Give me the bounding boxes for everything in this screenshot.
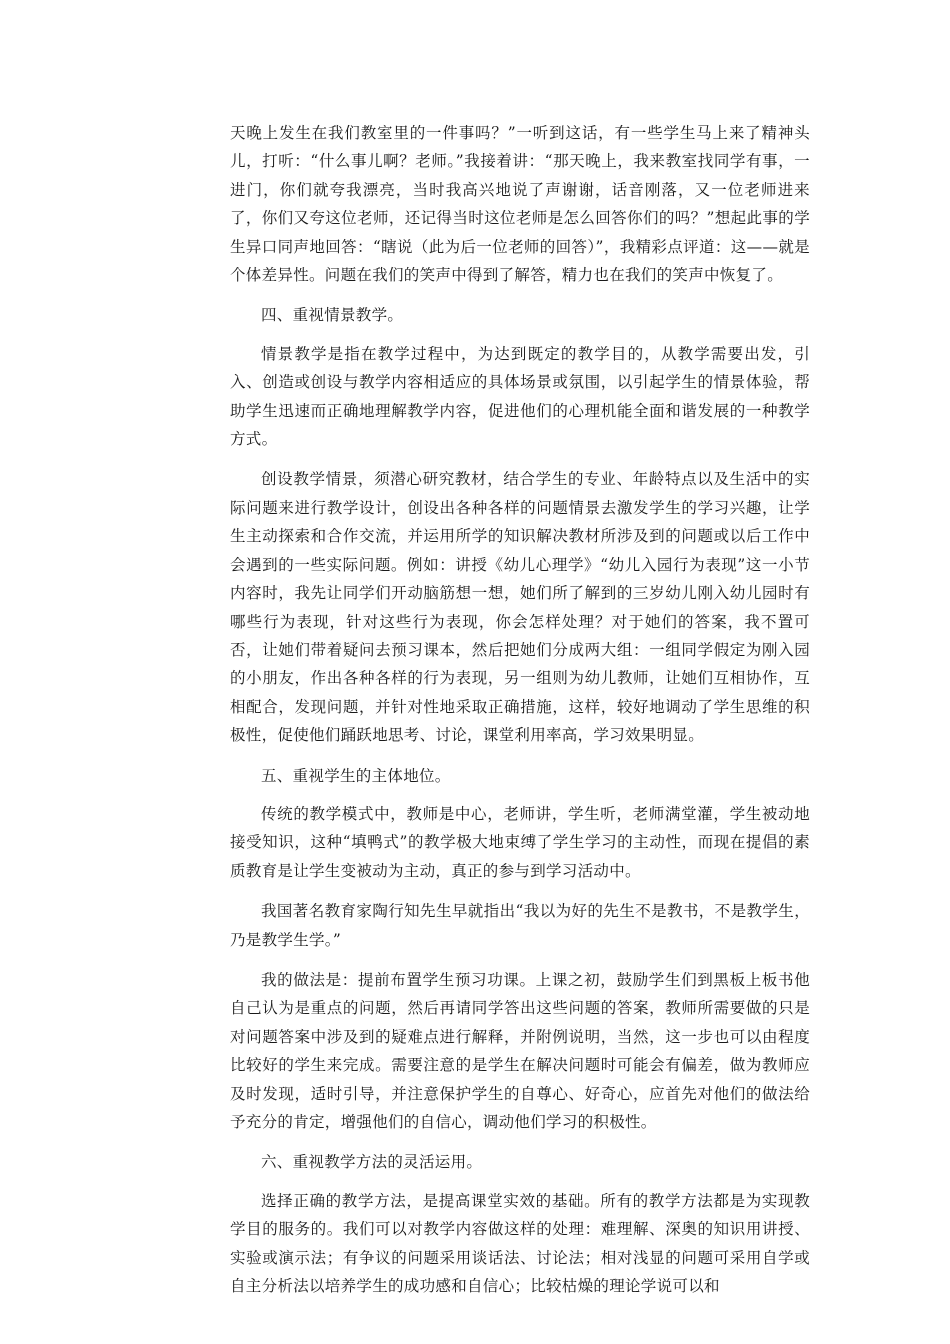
- paragraph-traditional-model: 传统的教学模式中，教师是中心，老师讲，学生听，老师满堂灌，学生被动地接受知识，这种“填鸭式”的教学极大地束缚了学生学习的主动性，而现在提倡的素质教育是让学生变被动为主动，真正的参与到学习活动中。: [230, 804, 810, 880]
- paragraph-story-continuation: 天晚上发生在我们教室里的一件事吗？”一听到这话，有一些学生马上来了精神头儿，打听：“什么事儿啊？老师。”我接着讲：“那天晚上，我来教室找同学有事，一进门，你们就夸我漂亮，当时我高兴地说了声谢谢，话音刚落，又一位老师进来了，你们又夸这位老师，还记得当时这位老师是怎么回答你们的吗？”想起此事的学生异口同声地回答：“瞎说（此为后一位老师的回答）”，我精彩点评道：这——就是个体差异性。问题在我们的笑声中得到了解答，精力也在我们的笑声中恢复了。: [230, 124, 810, 285]
- section-heading-6: 六、重视教学方法的灵活运用。: [261, 1153, 483, 1172]
- paragraph-teaching-methods: 选择正确的教学方法，是提高课堂实效的基础。所有的教学方法都是为实现教学目的服务的。我们可以对教学内容做这样的处理：难理解、深奥的知识用讲授、实验或演示法；有争议的问题采用谈话法、讨论法；相对浅显的问题可采用自学或自主分析法以培养学生的成功感和自信心；比较枯燥的理论学说可以和: [230, 1191, 810, 1296]
- section-heading-5: 五、重视学生的主体地位。: [261, 766, 451, 785]
- paragraph-tao-xingzhi-quote: 我国著名教育家陶行知先生早就指出“我以为好的先生不是教书，不是教学生，乃是教学生学。”: [230, 902, 810, 949]
- paragraph-situational-teaching-example: 创设教学情景，须潜心研究教材，结合学生的专业、年龄特点以及生活中的实际问题来进行教学设计，创设出各种各样的问题情景去激发学生的学习兴趣，让学生主动探索和合作交流，并运用所学的知识解决教材所涉及到的问题或以后工作中会遇到的一些实际问题。例如：讲授《幼儿心理学》“幼儿入园行为表现”这一小节内容时，我先让同学们开动脑筋想一想，她们所了解到的三岁幼儿刚入幼儿园时有哪些行为表现，针对这些行为表现，你会怎样处理？对于她们的答案，我不置可否，让她们带着疑问去预习课本，然后把她们分成两大组：一组同学假定为刚入园的小朋友，作出各种各样的行为表现，另一组则为幼儿教师，让她们互相协作，互相配合，发现问题，并针对性地采取正确措施，这样，较好地调动了学生思维的积极性，促使他们踊跃地思考、讨论，课堂利用率高，学习效果明显。: [230, 470, 810, 745]
- section-heading-4: 四、重视情景教学。: [261, 306, 404, 325]
- paragraph-my-approach: 我的做法是：提前布置学生预习功课。上课之初，鼓励学生们到黑板上板书他自己认为是重点的问题，然后再请同学答出这些问题的答案，教师所需要做的只是对问题答案中涉及到的疑难点进行解释，并附例说明，当然，这一步也可以由程度比较好的学生来完成。需要注意的是学生在解决问题时可能会有偏差，做为教师应及时发现，适时引导，并注意保护学生的自尊心、好奇心，应首先对他们的做法给予充分的肯定，增强他们的自信心，调动他们学习的积极性。: [230, 970, 810, 1131]
- paragraph-situational-teaching-definition: 情景教学是指在教学过程中，为达到既定的教学目的，从教学需要出发，引入、创造或创设与教学内容相适应的具体场景或氛围，以引起学生的情景体验，帮助学生迅速而正确地理解教学内容，促进他们的心理机能全面和谐发展的一种教学方式。: [230, 344, 810, 449]
- document-body: [230, 119, 810, 1312]
